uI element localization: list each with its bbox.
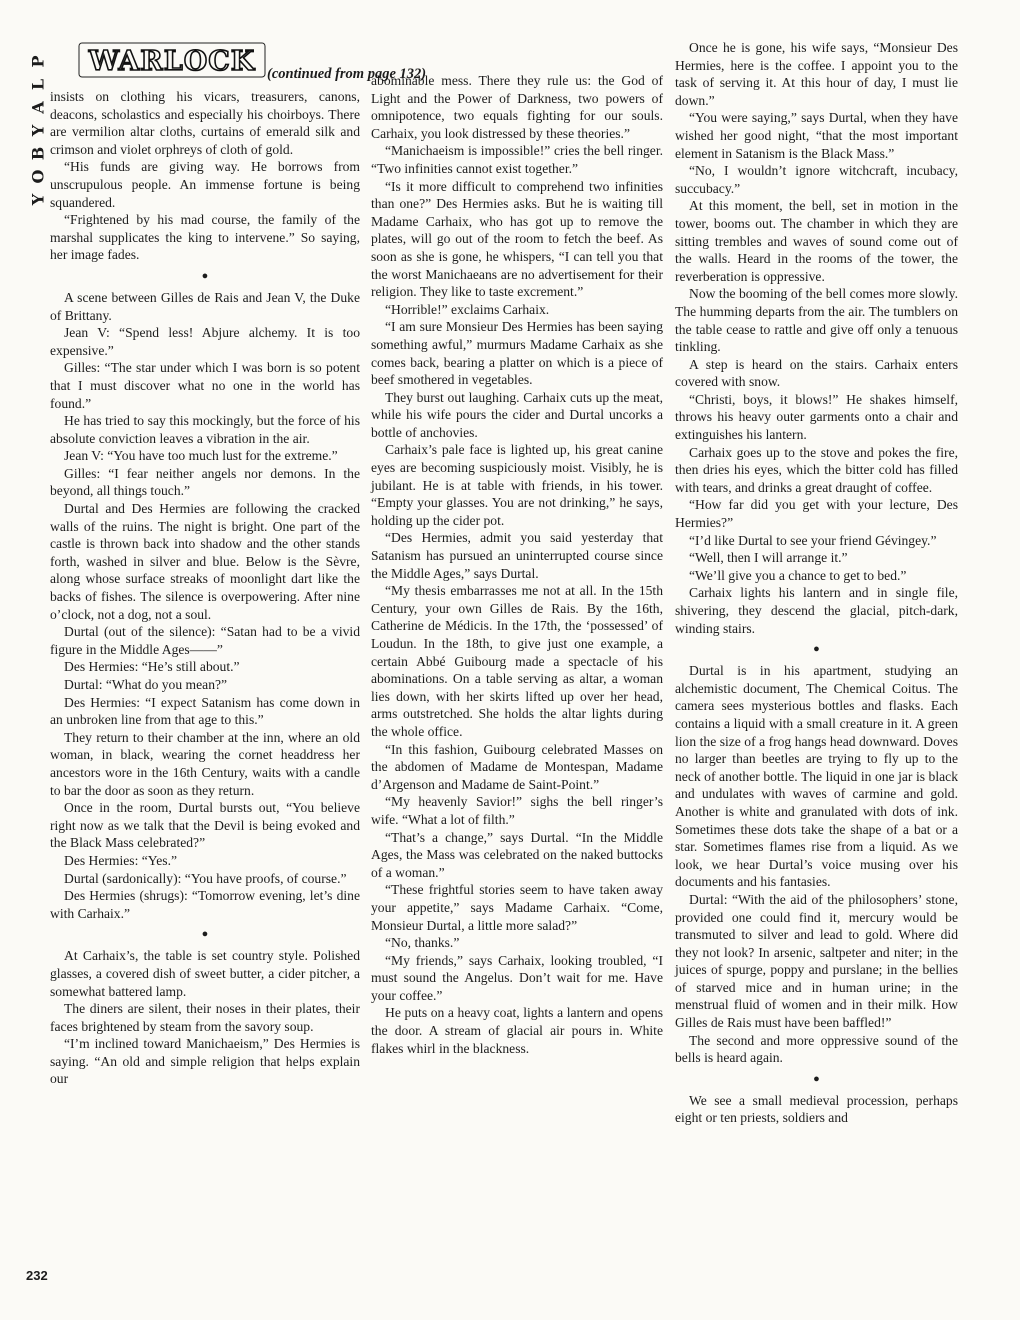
magazine-side-label (28, 50, 48, 211)
article-paragraph: “These frightful stories seem to have taken away your appetite,” says Madame Carhaix. “Come, Monsieur Durtal, a little more salad?” (371, 882, 663, 933)
article-paragraph: “Christi, boys, it blows!” He shakes himself, throws his heavy outer garments onto a chair and extinguishes his lantern. (675, 391, 958, 443)
logo-text: WARLOCK (88, 46, 256, 77)
section-separator-bullet: ● (201, 928, 209, 941)
article-paragraph: “I’m inclined toward Manichaeism,” Des Hermies is saying. “An old and simple religion that helps explain our (50, 1036, 360, 1087)
article-paragraph: “You were saying,” says Durtal, when they have wished her good night, “that the most important element in Satanism is the Black Mass.” (675, 110, 958, 161)
article-paragraph: Des Hermies: “Yes.” (64, 852, 178, 868)
article-paragraph: “Des Hermies, admit you said yesterday that Satanism has pursued an uninterrupted course since the Middle Ages,” says Durtal. (371, 530, 663, 581)
article-paragraph: “Is it more difficult to comprehend two infinities than one?” Des Hermies asks. But he is waiting till Madame Carhaix, who has got up to remove the plates, will go out of the room to fetch the beef. As soon as she is gone, he whispers, “I can tell you that the worst Manichaeans are no advertisement for their religion. They like to taste excrement.” (371, 178, 663, 300)
article-paragraph: “I’d like Durtal to see your friend Gévingey.” (689, 532, 937, 548)
article-paragraph: “My thesis embarrasses me not at all. In the 15th Century, your own Gilles de Rais. By the 16th, Catherine de Médicis. In the 17th, the ‘possessed’ of Loudun. In the 18th, to give just one example, a certain Abbé Guibourg made a spectacle of his abominations. On a table serving as altar, a woman lies down, with her skirts lifted up over her head, arms outstretched. She holds the altar lights during the whole office. (371, 583, 663, 739)
article-paragraph: “In this fashion, Guibourg celebrated Masses on the abdomen of Madame de Montespan, Madame d’Argenson and Madame de Saint-Point.” (371, 741, 663, 792)
side-label-letter: P (28, 55, 48, 68)
article-column-3 (675, 39, 958, 1127)
continued-from-label: (continued from page 132) (267, 66, 427, 82)
article-paragraph: Durtal (out of the silence): “Satan had to be a vivid figure in the Middle Ages——” (50, 624, 360, 657)
article-paragraph: Des Hermies: “He’s still about.” (64, 659, 240, 675)
article-paragraph: He has tried to say this mockingly, but the force of his absolute conviction leaves a vibration in the air. (50, 413, 360, 446)
article-paragraph: Durtal and Des Hermies are following the cracked walls of the ruins. The night is bright. One part of the castle is thrown back into shadow and the other stands forth, washed in silver and blue. Below is the Sèvre, along whose surface streaks of moonlight dart like the backs of fishes. The silence is overpowering. After nine o’clock, not a dog, not a soul. (50, 501, 360, 622)
article-paragraph: We see a small medieval procession, perhaps eight or ten priests, soldiers and (675, 1092, 958, 1126)
section-separator-bullet: ● (201, 269, 209, 282)
article-paragraph: Jean V: “You have too much lust for the extreme.” (64, 448, 338, 464)
article-paragraph: “We’ll give you a chance to get to bed.” (689, 567, 907, 583)
article-paragraph: They return to their chamber at the inn, where an old woman, in black, wearing the cornet headdress her ancestors wore in the 16th Century, waits with a candle to bar the door as soon as they return. (50, 729, 360, 798)
article-paragraph: “Frightened by his mad course, the family of the marshal supplicates the king to intervene.” So saying, her image fades. (50, 212, 360, 263)
article-paragraph: “My heavenly Savior!” sighs the bell ringer’s wife. “What a lot of filth.” (371, 794, 663, 827)
article-paragraph: “How far did you get with your lecture, Des Hermies?” (675, 497, 958, 531)
article-paragraph: insists on clothing his vicars, treasurers, canons, deacons, scholastics and especially his choirboys. There are vermilion altar cloths, curtains of emerald silk and crimson and violet orphreys of cloth of gold. (50, 89, 360, 157)
article-paragraph: Gilles: “I fear neither angels nor demons. In the beyond, all things touch.” (50, 465, 360, 499)
article-paragraph: Gilles: “The star under which I was born is so potent that I must discover what no one in the world has found.” (50, 360, 360, 411)
article-paragraph: Durtal: “With the aid of the philosophers’ stone, provided one could find it, mercury would be transmuted to silver and lead to gold. Where did they not look? In arsenic, saltpeter and niter; in the juices of spurge, poppy and purslane; in the bellies of starved mice and in human urine; in the menstrual fluid of women and in their milk. How Gilles de Rais must have been baffled!” (675, 891, 958, 1031)
article-paragraph: Carhaix goes up to the stove and pokes the fire, then dries his eyes, which the bitter cold has filled with tears, and drinks a great draught of coffee. (675, 444, 958, 495)
article-paragraph: Durtal (sardonically): “You have proofs, of course.” (64, 870, 347, 886)
article-paragraph: abominable mess. There they rule us: the God of Light and the Power of Darkness, two powers of omnipotence, two equals fighting for our souls. Carhaix, you look distressed by these theories.” (371, 73, 663, 141)
article-paragraph: Carhaix’s pale face is lighted up, his great canine eyes are becoming suspiciously moist. Visibly, he is jubilant. He is at table with friends, in his tower. “Empty your glasses. You are not drinking,” he says, holding up the cider pot. (371, 442, 663, 528)
article-paragraph: Now the booming of the bell comes more slowly. The humming departs from the air. The tumblers on the table cease to rattle and give off only a tenuous tinkling. (675, 286, 958, 355)
article-paragraph: The diners are silent, their noses in their plates, their faces brightened by steam from the savory soup. (50, 1001, 360, 1034)
article-paragraph: “No, thanks.” (385, 935, 460, 951)
article-paragraph: They burst out laughing. Carhaix cuts up the meat, while his wife pours the cider and Durtal uncorks a bottle of anchovies. (371, 389, 663, 440)
article-paragraph: He puts on a heavy coat, lights a lantern and opens the door. A stream of glacial air pours in. White flakes whirl in the blackness. (371, 1005, 663, 1056)
article-paragraph: “Well, then I will arrange it.” (689, 550, 848, 566)
article-paragraph: Jean V: “Spend less! Abjure alchemy. It is too expensive.” (50, 325, 360, 358)
article-paragraph: The second and more oppressive sound of the bells is heard again. (675, 1032, 958, 1066)
article-paragraph: “His funds are giving way. He borrows from unscrupulous people. An immense fortune is being squandered. (50, 159, 360, 210)
side-label-letter: B (28, 146, 48, 161)
article-paragraph: Once he is gone, his wife says, “Monsieur Des Hermies, here is the coffee. I appoint you to the task of serving it. At this hour of day, I must lie down.” (675, 40, 958, 108)
side-label-letter: Y (28, 193, 48, 206)
article-paragraph: “Horrible!” exclaims Carhaix. (385, 301, 550, 317)
article-paragraph: A step is heard on the stairs. Carhaix enters covered with snow. (675, 356, 958, 390)
article-paragraph: At Carhaix’s, the table is set country style. Polished glasses, a covered dish of sweet butter, a cider pitcher, a somewhat battered lamp. (50, 948, 360, 999)
article-paragraph: Durtal: “What do you mean?” (64, 677, 228, 692)
article-paragraph: At this moment, the bell, set in motion in the tower, booms out. The chamber in which they are sitting trembles and waves of sound come out of the walls. Heard in the rooms of the tower, the reverberation is oppressive. (675, 198, 958, 284)
side-label-letter: L (28, 78, 48, 91)
article-paragraph: “No, I wouldn’t ignore witchcraft, incubacy, succubacy.” (675, 163, 958, 196)
side-label-letter: A (28, 101, 48, 114)
article-paragraph: A scene between Gilles de Rais and Jean V, the Duke of Brittany. (50, 289, 360, 323)
side-label-letter: Y (28, 124, 48, 137)
article-paragraph: “That’s a change,” says Durtal. “In the Middle Ages, the Mass was celebrated on the naked buttocks of a woman.” (371, 829, 663, 880)
article-paragraph: Des Hermies (shrugs): “Tomorrow evening, let’s dine with Carhaix.” (50, 888, 360, 921)
article-paragraph: Once in the room, Durtal bursts out, “You believe right now as we talk that the Devil is being evoked and the Black Mass celebrated?” (50, 800, 360, 851)
article-paragraph: Des Hermies: “I expect Satanism has come down in an unbroken line from that age to this.” (50, 694, 360, 728)
warlock-logo (78, 40, 266, 80)
article-paragraph: “I am sure Monsieur Des Hermies has been saying something awful,” murmurs Madame Carhaix as she comes back, bearing a platter on which is a piece of beef smothered in vegetables. (371, 319, 663, 388)
section-separator-bullet: ● (813, 1072, 820, 1085)
article-paragraph: “My friends,” says Carhaix, looking troubled, “I must sound the Angelus. Don’t wait for me. Have your coffee.” (371, 952, 663, 1003)
side-label-letter: O (28, 169, 48, 184)
article-column-1 (50, 88, 360, 1088)
article-paragraph: “Manichaeism is impossible!” cries the bell ringer. “Two infinities cannot exist together.” (371, 143, 663, 176)
page-number: 232 (26, 1268, 48, 1283)
article-paragraph: Durtal is in his apartment, studying an alchemistic document, The Chemical Coitus. The camera sees mysterious bottles and flasks. Each contains a liquid with a small creature in it. A green lion the size of a frog hangs head downward. Doves no larger than beetles are trying to fly up to the neck of another bottle. The liquid in one jar is black and undulates with waves of carmine and gold. Another is white and granulated with dots of ink. Sometimes these dots take the shape of a bat or a star. Sometimes flames rise from a liquid. As we look, we hear Durtal’s voice musing over his documents and his fantasies. (675, 663, 958, 890)
section-separator-bullet: ● (813, 643, 820, 656)
side-letters (28, 50, 48, 211)
article-paragraph: Carhaix lights his lantern and in single file, shivering, they descend the glacial, pitch-dark, winding stairs. (675, 585, 958, 636)
article-column-2 (371, 72, 663, 1057)
